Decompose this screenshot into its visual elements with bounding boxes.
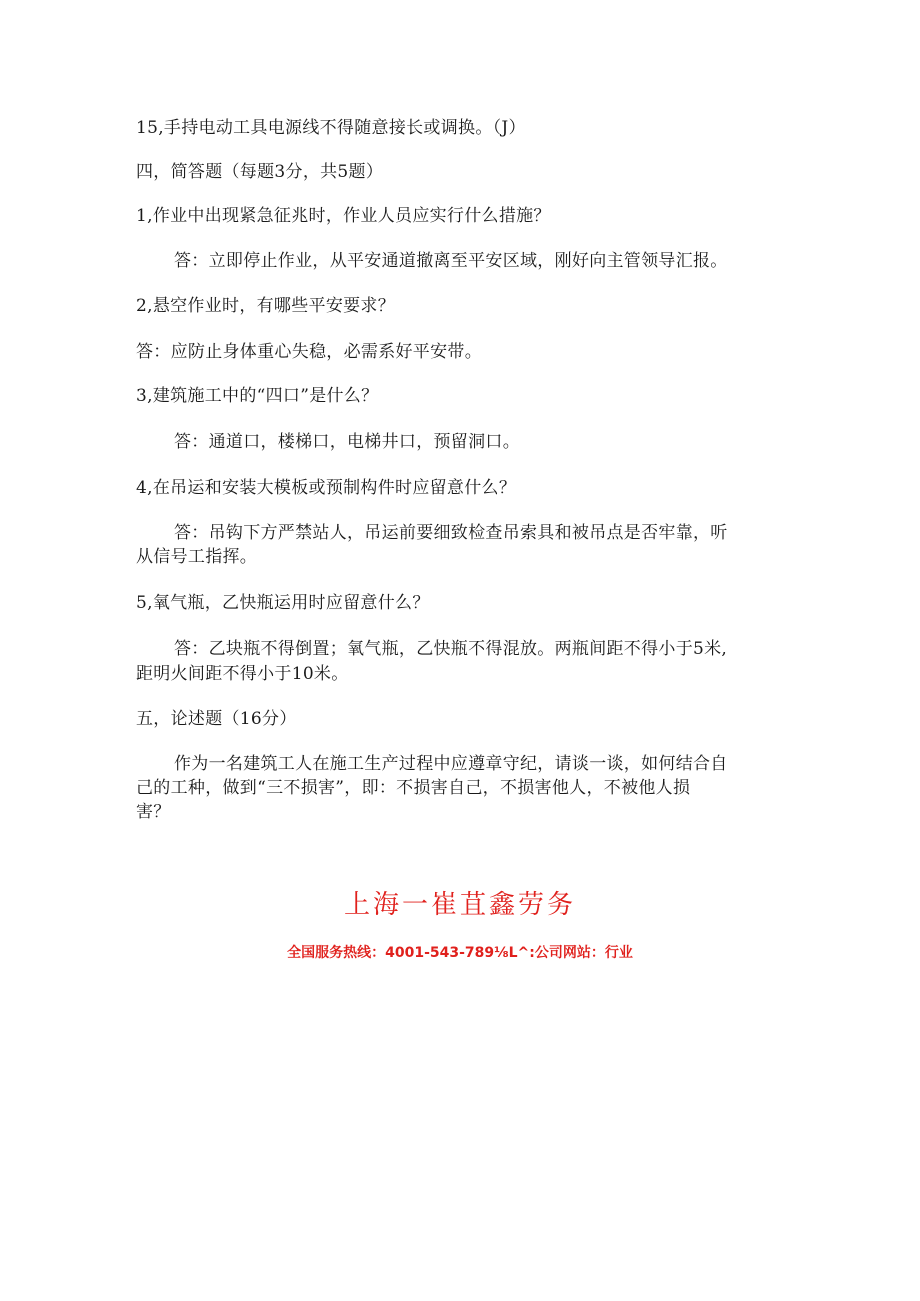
question-15: 15,手持电动工具电源线不得随意接长或调换。（J）: [136, 118, 526, 138]
question-3: 3,建筑施工中的“四口”是什么？: [136, 386, 379, 406]
contact-line: 全国服务热线：4001-543-789⅛L^:公司网站：行业: [287, 945, 633, 961]
answer-3: 答：通道口，楼梯口，电梯井口，预留洞口。: [174, 432, 520, 452]
essay-prompt-line-2: 己的工种，做到“三不损害”，即：不损害自己，不损害他人，不被他人损: [136, 778, 691, 798]
answer-2: 答：应防止身体重心失稳，必需系好平安带。: [136, 342, 482, 362]
question-5: 5,氧气瓶，乙快瓶运用时应留意什么？: [136, 593, 430, 613]
section-heading-essay: 五，论述题（16分）: [136, 709, 297, 729]
answer-1: 答：立即停止作业，从平安通道撤离至平安区域，刚好向主管领导汇报。: [174, 251, 728, 271]
section-heading-short-answer: 四，简答题（每题3分，共5题）: [136, 162, 384, 182]
essay-prompt-line-3: 害？: [136, 802, 171, 822]
answer-5-line-2: 距明火间距不得小于10米。: [136, 664, 349, 684]
answer-4-line-2: 从信号工指挥。: [136, 547, 258, 567]
question-2: 2,悬空作业时，有哪些平安要求？: [136, 296, 396, 316]
essay-prompt-line-1: 作为一名建筑工人在施工生产过程中应遵章守纪，请谈一谈，如何结合自: [174, 754, 728, 774]
question-4: 4,在吊运和安装大模板或预制构件时应留意什么？: [136, 478, 517, 498]
company-name: 上海一崔苴鑫劳务: [343, 890, 576, 920]
answer-5-line-1: 答：乙块瓶不得倒置；氧气瓶，乙快瓶不得混放。两瓶间距不得小于5米,: [174, 639, 728, 659]
question-1: 1,作业中出现紧急征兆时，作业人员应实行什么措施？: [136, 206, 551, 226]
answer-4-line-1: 答：吊钩下方严禁站人，吊运前要细致检查吊索具和被吊点是否牢靠，听: [174, 523, 728, 543]
